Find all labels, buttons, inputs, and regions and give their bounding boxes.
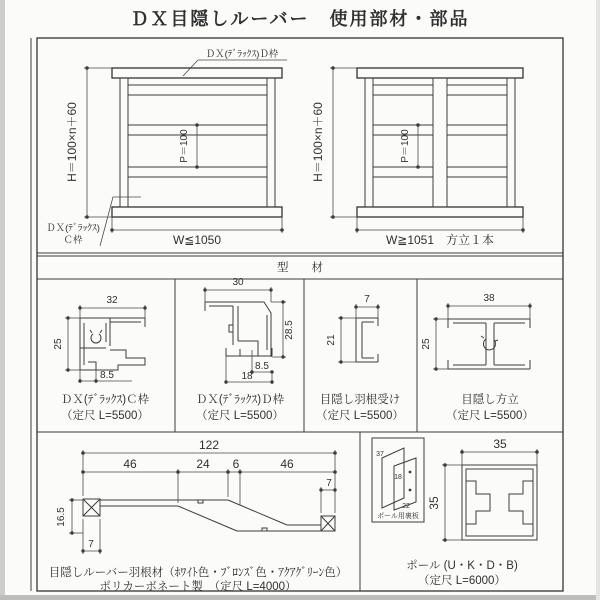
d-frame-callout xyxy=(183,48,287,76)
dim-base: 18 xyxy=(241,371,253,382)
blade-receiver-height-dim xyxy=(326,316,356,363)
d-frame-label: ＤＸ(ﾃﾞﾗｯｸｽ)Ｄ枠 xyxy=(205,49,279,60)
c-frame-section-drawing xyxy=(80,318,145,370)
back-plate-dim-inner: 18 xyxy=(394,474,402,481)
profile-name: 目隠し羽根受け xyxy=(319,394,401,406)
profile-length: （定尺 L=5500） xyxy=(446,410,534,422)
pole-section-drawing xyxy=(462,465,537,540)
elevation-left xyxy=(46,48,287,247)
d-frame-foot-dim xyxy=(250,350,274,374)
pitch-dim-label: P＝100 xyxy=(400,129,411,163)
c-frame-label-1: ＤＸ(ﾃﾞﾗｯｸｽ) xyxy=(46,223,100,234)
back-plate-inset xyxy=(372,438,424,522)
blade-receiver-width-dim xyxy=(354,294,379,318)
dim-width: 32 xyxy=(106,295,118,306)
c-frame-foot-dim xyxy=(78,370,132,383)
left-column xyxy=(120,78,128,207)
blade-height-dim xyxy=(56,498,83,534)
blade-left-square-dim xyxy=(81,519,101,554)
pole-length: （定尺 L=6000） xyxy=(418,575,506,587)
d-frame-section-drawing xyxy=(205,302,272,357)
blade-total-dim xyxy=(81,438,337,513)
dim-height: 16.5 xyxy=(56,507,67,527)
mullion-width-dim xyxy=(446,293,531,319)
pitch-dimension xyxy=(400,123,420,169)
back-plate-label: ポール用裏板 xyxy=(377,513,419,520)
dim-right: 46 xyxy=(280,457,294,471)
profile-name: ＤＸ(ﾃﾞﾗｯｸｽ)Ｄ枠 xyxy=(195,394,285,406)
blade-receiver-section-drawing xyxy=(356,318,378,362)
mullion-height-dim xyxy=(421,317,448,370)
blade-name-line1: 目隠しルーバー羽根材（ﾎﾜｲﾄ色・ﾌﾞﾛﾝｽﾞ色・ｱｸｱｸﾞﾘｰﾝ色） xyxy=(48,567,348,579)
dim-gap: 6 xyxy=(232,457,240,471)
c-frame-width-dim xyxy=(78,295,146,318)
dim-foot: 8.5 xyxy=(255,361,269,372)
top-frame-bar xyxy=(357,68,523,78)
profile-cell-d-frame xyxy=(196,277,295,422)
dim-right-square: 7 xyxy=(326,478,332,489)
blade-segment-dims xyxy=(81,457,337,505)
pitch-dimension xyxy=(179,123,199,169)
pitch-dim-label: P＝100 xyxy=(179,129,190,163)
dim-left-square: 7 xyxy=(88,539,94,550)
dim-height: 35 xyxy=(427,496,441,510)
blade-name-line2: ポリカーボネート製 （定尺 L=4000） xyxy=(99,581,297,593)
page-title: ＤＸ目隠しルーバー 使用部材・部品 xyxy=(130,9,470,29)
c-frame-label-2: Ｃ枠 xyxy=(63,235,83,246)
dim-width: 38 xyxy=(483,293,495,304)
width-dimension xyxy=(355,217,525,247)
scan-edge-left xyxy=(0,0,5,600)
dim-total: 122 xyxy=(198,438,220,452)
left-column xyxy=(365,78,373,207)
profile-cell-blade-receiver xyxy=(316,294,404,422)
pole-cell xyxy=(372,437,539,587)
bottom-frame-bar xyxy=(112,207,282,217)
dim-height: 25 xyxy=(53,338,64,350)
dim-height: 25 xyxy=(421,338,432,350)
pole-width-dim xyxy=(460,437,539,465)
bottom-frame-bar xyxy=(357,207,523,217)
profile-length: （定尺 L=5500） xyxy=(61,410,149,422)
c-frame-callout xyxy=(46,197,141,246)
width-dimension xyxy=(110,217,284,247)
louver-blade-cell xyxy=(49,438,347,593)
height-dimension xyxy=(65,66,112,219)
blade-section-drawing xyxy=(83,499,335,531)
elevation-right xyxy=(311,66,525,247)
right-column xyxy=(507,78,515,207)
profile-name: 目隠し方立 xyxy=(461,394,519,406)
louver-slats xyxy=(373,85,507,177)
profile-cell-c-frame xyxy=(53,295,150,422)
profile-cell-mullion xyxy=(421,293,534,422)
right-column xyxy=(267,78,275,207)
height-dim-label: H＝100×n＋60 xyxy=(65,102,79,182)
height-dimension xyxy=(311,66,357,219)
border-outer xyxy=(37,38,563,591)
scan-edge-right xyxy=(596,0,600,600)
blade-right-square-dim xyxy=(319,478,336,513)
width-dim-label: W≧1051 方立１本 xyxy=(385,233,495,247)
mullion-section-drawing xyxy=(448,319,530,369)
d-frame-height-dim xyxy=(271,300,295,358)
center-mullion xyxy=(433,78,447,207)
dim-foot: 8.5 xyxy=(100,370,114,381)
pole-name: ポール (U・K・D・B) xyxy=(406,560,518,572)
louver-slats xyxy=(128,85,267,177)
profile-length: （定尺 L=5500） xyxy=(316,410,404,422)
d-frame-width-dim xyxy=(203,277,272,302)
width-dim-label: W≦1050 xyxy=(172,233,222,247)
back-plate-dim-height: 37 xyxy=(376,451,384,458)
section-header: 型 材 xyxy=(277,262,323,274)
dim-height: 21 xyxy=(326,334,337,346)
dim-mid: 24 xyxy=(196,457,210,471)
dim-left: 46 xyxy=(123,457,137,471)
dim-width: 35 xyxy=(493,437,507,451)
pole-height-dim xyxy=(427,463,462,542)
profile-name: ＤＸ(ﾃﾞﾗｯｸｽ)Ｃ枠 xyxy=(60,394,150,406)
back-plate-dim-width: 22 xyxy=(402,503,410,510)
scan-edge-bottom xyxy=(0,595,600,600)
profile-length: （定尺 L=5500） xyxy=(196,410,284,422)
sheet-border xyxy=(31,38,563,591)
top-frame-bar xyxy=(112,68,282,78)
height-dim-label: H＝100×n＋60 xyxy=(311,102,325,182)
c-frame-height-dim xyxy=(53,316,80,371)
dim-width: 30 xyxy=(232,277,244,288)
dim-width: 7 xyxy=(364,294,370,305)
dim-height: 28.5 xyxy=(284,320,295,340)
